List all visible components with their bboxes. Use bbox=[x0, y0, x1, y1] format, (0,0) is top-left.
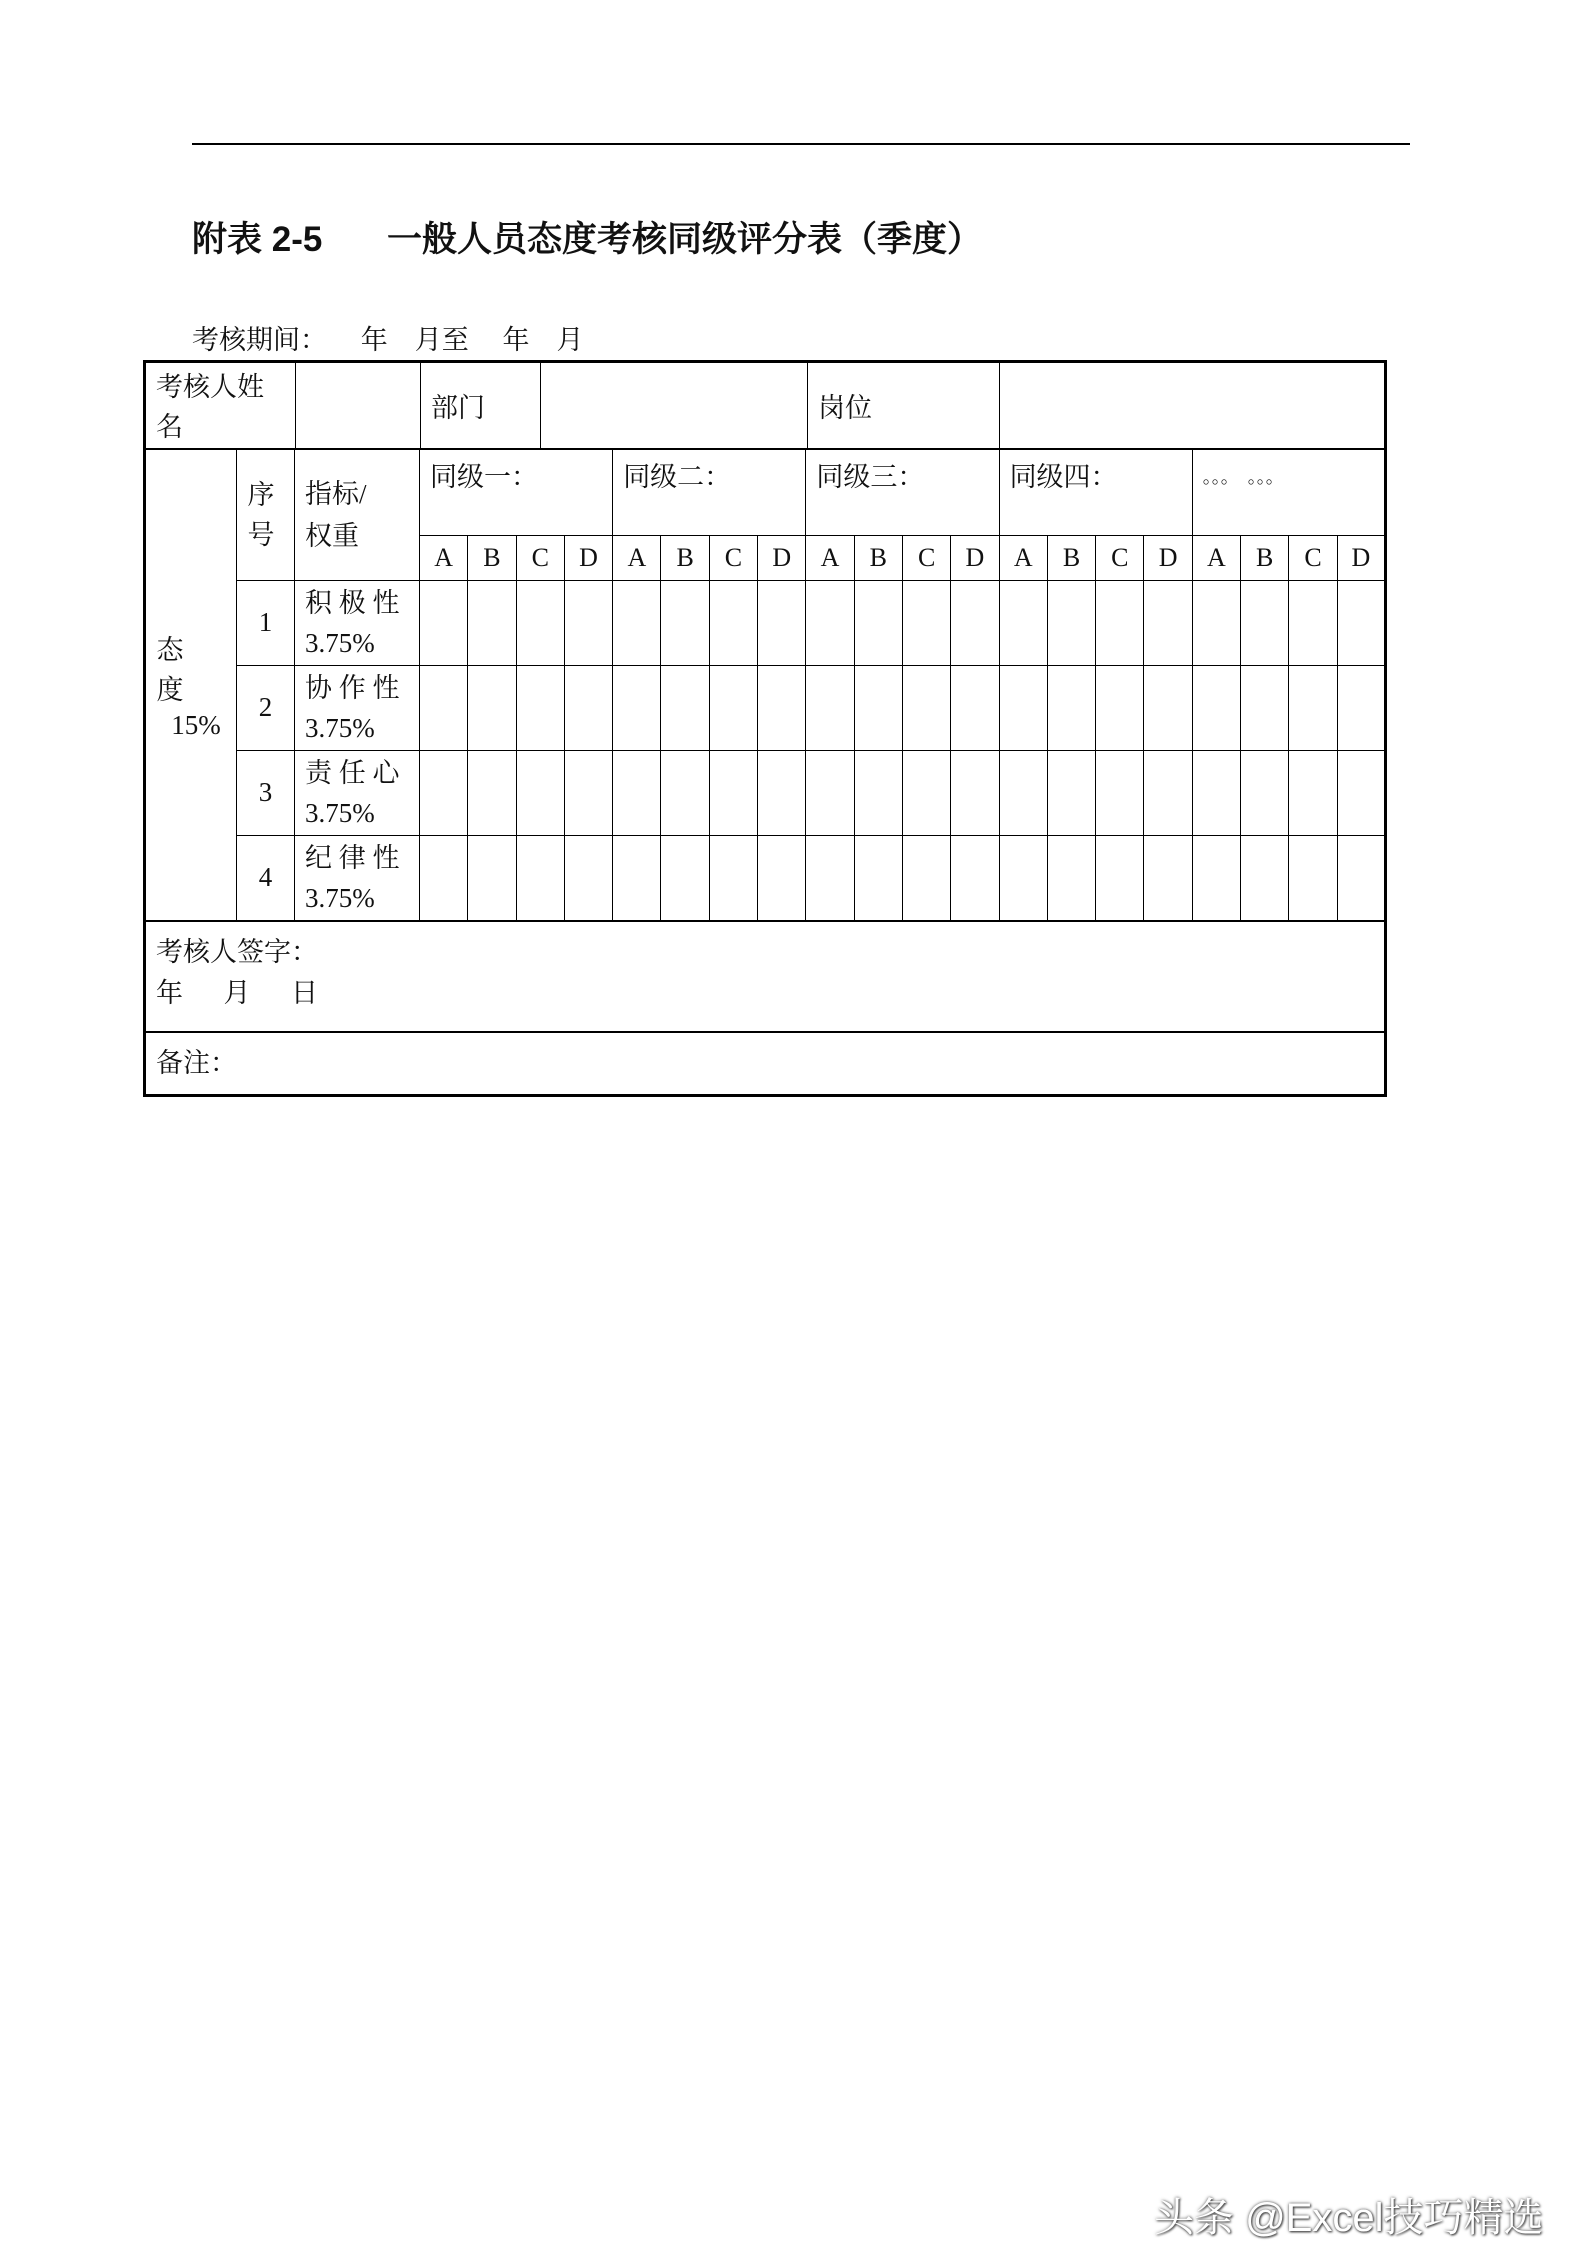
grade-header: C bbox=[1096, 535, 1144, 580]
score-cell[interactable] bbox=[1047, 835, 1095, 921]
peer-group-4: 同级四： bbox=[999, 449, 1192, 535]
grade-header: D bbox=[758, 535, 806, 580]
score-cell[interactable] bbox=[661, 835, 709, 921]
remarks-label: 备注： bbox=[156, 1048, 237, 1079]
score-cell[interactable] bbox=[613, 835, 661, 921]
score-cell[interactable] bbox=[1289, 580, 1337, 665]
score-cell[interactable] bbox=[516, 580, 564, 665]
table-row bbox=[145, 580, 1386, 665]
peer-group-more: 。。。 。。。 bbox=[1192, 449, 1385, 535]
score-cell[interactable] bbox=[1144, 580, 1192, 665]
table-row bbox=[145, 665, 1386, 750]
row-seq: 4 bbox=[237, 835, 295, 921]
grade-header: C bbox=[902, 535, 950, 580]
indicator-weight: 3.75% bbox=[305, 712, 375, 743]
score-cell[interactable] bbox=[902, 835, 950, 921]
grade-header: B bbox=[1047, 535, 1095, 580]
evaluation-table bbox=[143, 360, 1387, 1097]
seq-header: 序号 bbox=[237, 449, 295, 580]
score-cell[interactable] bbox=[613, 580, 661, 665]
score-cell[interactable] bbox=[951, 580, 999, 665]
score-cell[interactable] bbox=[854, 580, 902, 665]
indicator-weight: 3.75% bbox=[305, 882, 375, 913]
category-cell bbox=[145, 449, 237, 921]
score-cell[interactable] bbox=[1144, 665, 1192, 750]
grade-header: C bbox=[709, 535, 757, 580]
position-field[interactable] bbox=[1000, 363, 1384, 448]
indicator-name: 积 极 性 bbox=[305, 587, 400, 618]
grade-header: A bbox=[999, 535, 1047, 580]
score-cell[interactable] bbox=[468, 835, 516, 921]
score-cell[interactable] bbox=[709, 580, 757, 665]
signature-date: 年 月 日 bbox=[156, 978, 318, 1008]
category-label: 态度 bbox=[156, 634, 184, 705]
score-cell[interactable] bbox=[758, 665, 806, 750]
department-label: 部门 bbox=[421, 363, 541, 448]
score-cell[interactable] bbox=[564, 665, 612, 750]
score-cell[interactable] bbox=[516, 835, 564, 921]
watermark: 头条 @Excel技巧精选 bbox=[1154, 2196, 1544, 2240]
score-cell[interactable] bbox=[420, 665, 468, 750]
score-cell[interactable] bbox=[564, 750, 612, 835]
signature-cell[interactable] bbox=[145, 921, 1386, 1032]
score-cell[interactable] bbox=[902, 750, 950, 835]
score-cell[interactable] bbox=[468, 750, 516, 835]
score-cell[interactable] bbox=[902, 580, 950, 665]
grade-header: B bbox=[1241, 535, 1289, 580]
score-cell[interactable] bbox=[661, 580, 709, 665]
score-cell[interactable] bbox=[1096, 835, 1144, 921]
table-code: 附表 2-5 bbox=[192, 220, 323, 259]
header-rule bbox=[192, 143, 1410, 145]
indicator-name: 责 任 心 bbox=[305, 757, 400, 788]
grade-header: A bbox=[1192, 535, 1240, 580]
table-name: 一般人员态度考核同级评分表（季度） bbox=[387, 220, 983, 259]
score-cell[interactable] bbox=[806, 580, 854, 665]
score-cell[interactable] bbox=[709, 665, 757, 750]
score-cell[interactable] bbox=[1192, 835, 1240, 921]
score-cell[interactable] bbox=[661, 665, 709, 750]
indicator-weight: 3.75% bbox=[305, 627, 375, 658]
peer-group-2: 同级二： bbox=[613, 449, 806, 535]
score-cell[interactable] bbox=[902, 665, 950, 750]
score-cell[interactable] bbox=[420, 835, 468, 921]
group-header-row bbox=[145, 449, 1386, 535]
grade-header: B bbox=[661, 535, 709, 580]
score-cell[interactable] bbox=[709, 750, 757, 835]
score-cell[interactable] bbox=[758, 580, 806, 665]
score-cell[interactable] bbox=[709, 835, 757, 921]
score-cell[interactable] bbox=[999, 580, 1047, 665]
score-cell[interactable] bbox=[1289, 665, 1337, 750]
assessment-period: 考核期间： 年 月至 年 月 bbox=[192, 325, 584, 355]
score-cell[interactable] bbox=[854, 665, 902, 750]
grade-header: B bbox=[854, 535, 902, 580]
score-cell[interactable] bbox=[951, 665, 999, 750]
department-field[interactable] bbox=[541, 363, 808, 448]
score-cell[interactable] bbox=[613, 665, 661, 750]
assessor-name-field[interactable] bbox=[296, 363, 421, 448]
signature-label: 考核人签字： bbox=[156, 937, 318, 967]
score-cell[interactable] bbox=[1047, 580, 1095, 665]
score-cell[interactable] bbox=[468, 580, 516, 665]
score-cell[interactable] bbox=[1047, 665, 1095, 750]
score-cell[interactable] bbox=[564, 835, 612, 921]
category-weight: 15% bbox=[171, 709, 221, 740]
row-seq: 1 bbox=[237, 580, 295, 665]
score-cell[interactable] bbox=[661, 750, 709, 835]
score-cell[interactable] bbox=[1337, 580, 1386, 665]
score-cell[interactable] bbox=[420, 750, 468, 835]
score-cell[interactable] bbox=[516, 750, 564, 835]
grade-header: D bbox=[564, 535, 612, 580]
table-row bbox=[145, 835, 1386, 921]
indicator-weight: 3.75% bbox=[305, 797, 375, 828]
indicator-cell bbox=[295, 750, 420, 835]
table-row bbox=[145, 750, 1386, 835]
indicator-cell bbox=[295, 580, 420, 665]
score-cell[interactable] bbox=[951, 835, 999, 921]
score-cell[interactable] bbox=[806, 750, 854, 835]
grade-header: A bbox=[420, 535, 468, 580]
grade-header: A bbox=[806, 535, 854, 580]
score-cell[interactable] bbox=[1337, 750, 1386, 835]
indicator-name: 纪 律 性 bbox=[305, 842, 400, 873]
score-cell[interactable] bbox=[564, 580, 612, 665]
score-cell[interactable] bbox=[468, 665, 516, 750]
score-cell[interactable] bbox=[1337, 835, 1386, 921]
indicator-cell bbox=[295, 665, 420, 750]
indicator-header: 指标/ 权重 bbox=[295, 449, 420, 580]
grade-header: D bbox=[1144, 535, 1192, 580]
score-cell[interactable] bbox=[613, 750, 661, 835]
grade-header: D bbox=[1337, 535, 1386, 580]
score-cell[interactable] bbox=[999, 835, 1047, 921]
score-cell[interactable] bbox=[420, 580, 468, 665]
score-cell[interactable] bbox=[806, 835, 854, 921]
score-cell[interactable] bbox=[1241, 750, 1289, 835]
indicator-name: 协 作 性 bbox=[305, 672, 400, 703]
score-cell[interactable] bbox=[1096, 750, 1144, 835]
row-seq: 3 bbox=[237, 750, 295, 835]
page-title bbox=[192, 212, 982, 262]
grade-header: D bbox=[951, 535, 999, 580]
score-cell[interactable] bbox=[1289, 750, 1337, 835]
score-cell[interactable] bbox=[1241, 580, 1289, 665]
peer-group-3: 同级三： bbox=[806, 449, 999, 535]
score-cell[interactable] bbox=[1144, 750, 1192, 835]
score-cell[interactable] bbox=[1096, 665, 1144, 750]
position-label: 岗位 bbox=[808, 363, 1000, 448]
score-cell[interactable] bbox=[1241, 665, 1289, 750]
score-cell[interactable] bbox=[1192, 750, 1240, 835]
peer-group-1: 同级一： bbox=[420, 449, 613, 535]
score-cell[interactable] bbox=[1241, 835, 1289, 921]
score-cell[interactable] bbox=[1337, 665, 1386, 750]
score-cell[interactable] bbox=[1192, 665, 1240, 750]
score-cell[interactable] bbox=[1289, 835, 1337, 921]
score-cell[interactable] bbox=[854, 750, 902, 835]
grade-header: B bbox=[468, 535, 516, 580]
score-cell[interactable] bbox=[758, 835, 806, 921]
score-cell[interactable] bbox=[999, 750, 1047, 835]
score-cell[interactable] bbox=[1047, 750, 1095, 835]
score-cell[interactable] bbox=[1144, 835, 1192, 921]
grade-header: A bbox=[613, 535, 661, 580]
score-cell[interactable] bbox=[951, 750, 999, 835]
score-cell[interactable] bbox=[806, 665, 854, 750]
indicator-cell bbox=[295, 835, 420, 921]
grade-header: C bbox=[516, 535, 564, 580]
grade-header: C bbox=[1289, 535, 1337, 580]
row-seq: 2 bbox=[237, 665, 295, 750]
score-cell[interactable] bbox=[1096, 580, 1144, 665]
score-cell[interactable] bbox=[1192, 580, 1240, 665]
score-cell[interactable] bbox=[999, 665, 1047, 750]
remarks-cell[interactable] bbox=[145, 1032, 1386, 1095]
assessor-name-label: 考核人姓名 bbox=[146, 363, 296, 448]
score-cell[interactable] bbox=[758, 750, 806, 835]
score-cell[interactable] bbox=[516, 665, 564, 750]
score-cell[interactable] bbox=[854, 835, 902, 921]
